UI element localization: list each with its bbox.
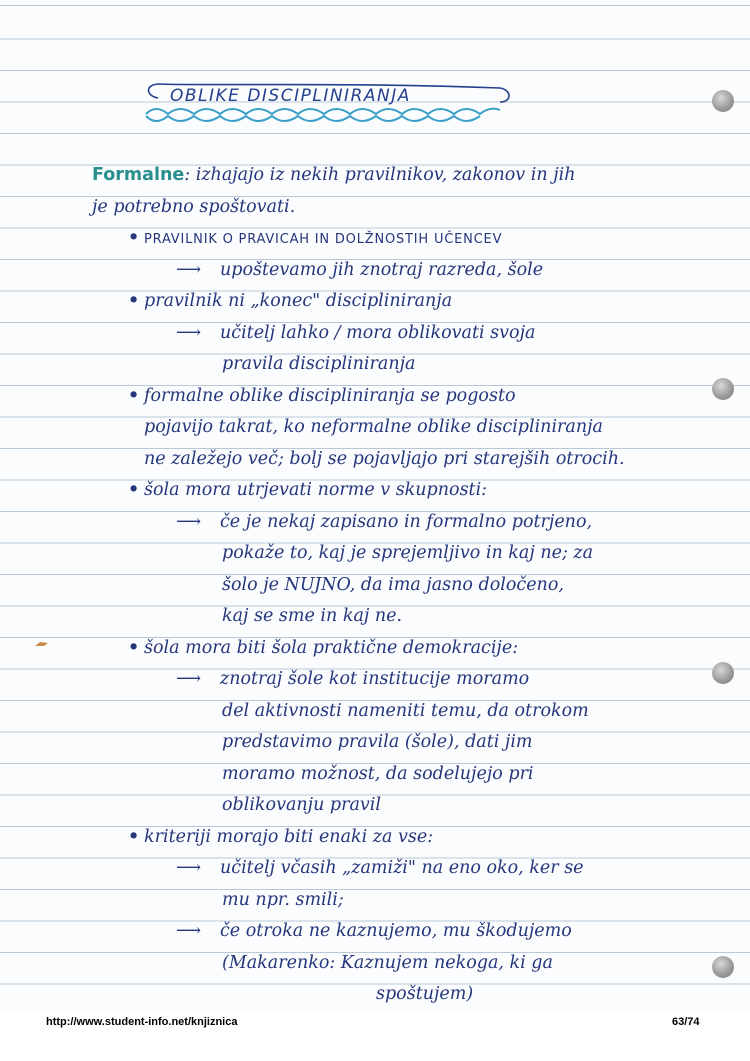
note-line — [128, 386, 516, 406]
note-text: šola mora biti šola praktične demokracije: — [144, 637, 519, 658]
note-text: oblikovanju pravil — [222, 795, 382, 815]
note-text: predstavimo pravila (šole), dati jim — [222, 732, 533, 752]
note-text: pojavijo takrat, ko neformalne oblike discipliniranja — [144, 417, 603, 437]
note-text: pravila discipliniranja — [222, 354, 416, 374]
note-line — [176, 669, 529, 689]
note-text: spoštujem) — [376, 984, 474, 1004]
note-line — [144, 449, 625, 469]
note-line — [128, 480, 487, 500]
punch-hole — [712, 662, 734, 684]
note-line — [176, 921, 572, 941]
arrow-icon: ⟶ — [176, 259, 202, 280]
note-line — [222, 354, 415, 374]
note-line — [128, 827, 433, 847]
note-line — [222, 543, 593, 563]
footer-page-number: 63/74 — [672, 1016, 700, 1028]
note-line — [176, 512, 592, 532]
note-text: : izhajajo iz nekih pravilnikov, zakonov in jih — [184, 165, 576, 185]
note-text: kaj se sme in kaj ne. — [222, 606, 403, 626]
page-title: OBLIKE DISCIPLINIRANJA — [170, 86, 411, 106]
note-text: kriteriji morajo biti enaki za vse: — [144, 826, 434, 847]
note-line — [222, 701, 589, 721]
arrow-icon: ⟶ — [176, 921, 202, 941]
note-text: učitelj včasih „zamiži" na eno oko, ker se — [220, 858, 584, 878]
note-line — [222, 606, 402, 626]
note-text: (Makarenko: Kaznujem nekoga, ki ga — [222, 952, 553, 973]
note-line — [222, 890, 344, 910]
bullet-icon: • — [128, 480, 140, 500]
pin-mark-icon — [34, 640, 50, 648]
note-text: učitelj lahko / mora oblikovati svoja — [220, 322, 536, 343]
note-text: če je nekaj zapisano in formalno potrjeno, — [220, 511, 593, 532]
note-line — [222, 795, 381, 815]
note-line — [376, 984, 473, 1004]
note-line — [128, 638, 518, 658]
note-text: ne zaležejo več; bolj se pojavljajo pri starejših otrocih. — [144, 448, 625, 469]
note-line — [92, 197, 295, 217]
punch-hole — [712, 956, 734, 978]
note-line — [222, 764, 534, 784]
note-text: moramo možnost, da sodelujejo pri — [222, 763, 534, 784]
footer-url: http://www.student-info.net/knjiznica — [46, 1016, 238, 1028]
cloud-underline-icon — [140, 76, 520, 136]
note-text: upoštevamo jih znotraj razreda, šole — [220, 259, 544, 280]
note-text: šolo je NUJNO, da ima jasno določeno, — [222, 574, 564, 595]
bullet-icon: • — [128, 385, 140, 406]
note-text: PRAVILNIK O PRAVICAH IN DOLŽNOSTIH UČENCEV — [144, 232, 503, 247]
section-label: Formalne — [92, 165, 185, 185]
bullet-icon: • — [128, 637, 140, 658]
note-text: šola mora utrjevati norme v skupnosti: — [144, 480, 488, 500]
title-cloud — [140, 76, 520, 136]
arrow-icon: ⟶ — [176, 322, 202, 343]
note-line — [176, 260, 543, 280]
note-line — [128, 291, 452, 311]
arrow-icon: ⟶ — [176, 511, 202, 532]
punch-hole — [712, 90, 734, 112]
note-line — [176, 858, 584, 878]
note-line — [92, 165, 576, 185]
note-line — [222, 575, 564, 595]
note-line — [222, 732, 533, 752]
note-text: mu npr. smili; — [222, 889, 344, 910]
note-text: znotraj šole kot institucije moramo — [220, 669, 530, 689]
bullet-icon: • — [128, 228, 140, 248]
bullet-icon: • — [128, 291, 140, 311]
note-text: formalne oblike discipliniranja se pogosto — [144, 385, 516, 406]
note-text: pravilnik ni „konec" discipliniranja — [144, 291, 453, 311]
note-text: če otroka ne kaznujemo, mu škodujemo — [220, 921, 572, 941]
punch-hole — [712, 378, 734, 400]
note-line — [176, 323, 535, 343]
note-line — [222, 953, 553, 973]
arrow-icon: ⟶ — [176, 669, 202, 689]
note-text: del aktivnosti nameniti temu, da otrokom — [222, 700, 589, 721]
note-line — [144, 417, 603, 437]
arrow-icon: ⟶ — [176, 858, 202, 878]
note-text: pokaže to, kaj je sprejemljivo in kaj ne; za — [222, 543, 594, 563]
bullet-icon: • — [128, 826, 140, 847]
note-text: je potrebno spoštovati. — [92, 196, 296, 217]
note-line — [128, 228, 502, 248]
